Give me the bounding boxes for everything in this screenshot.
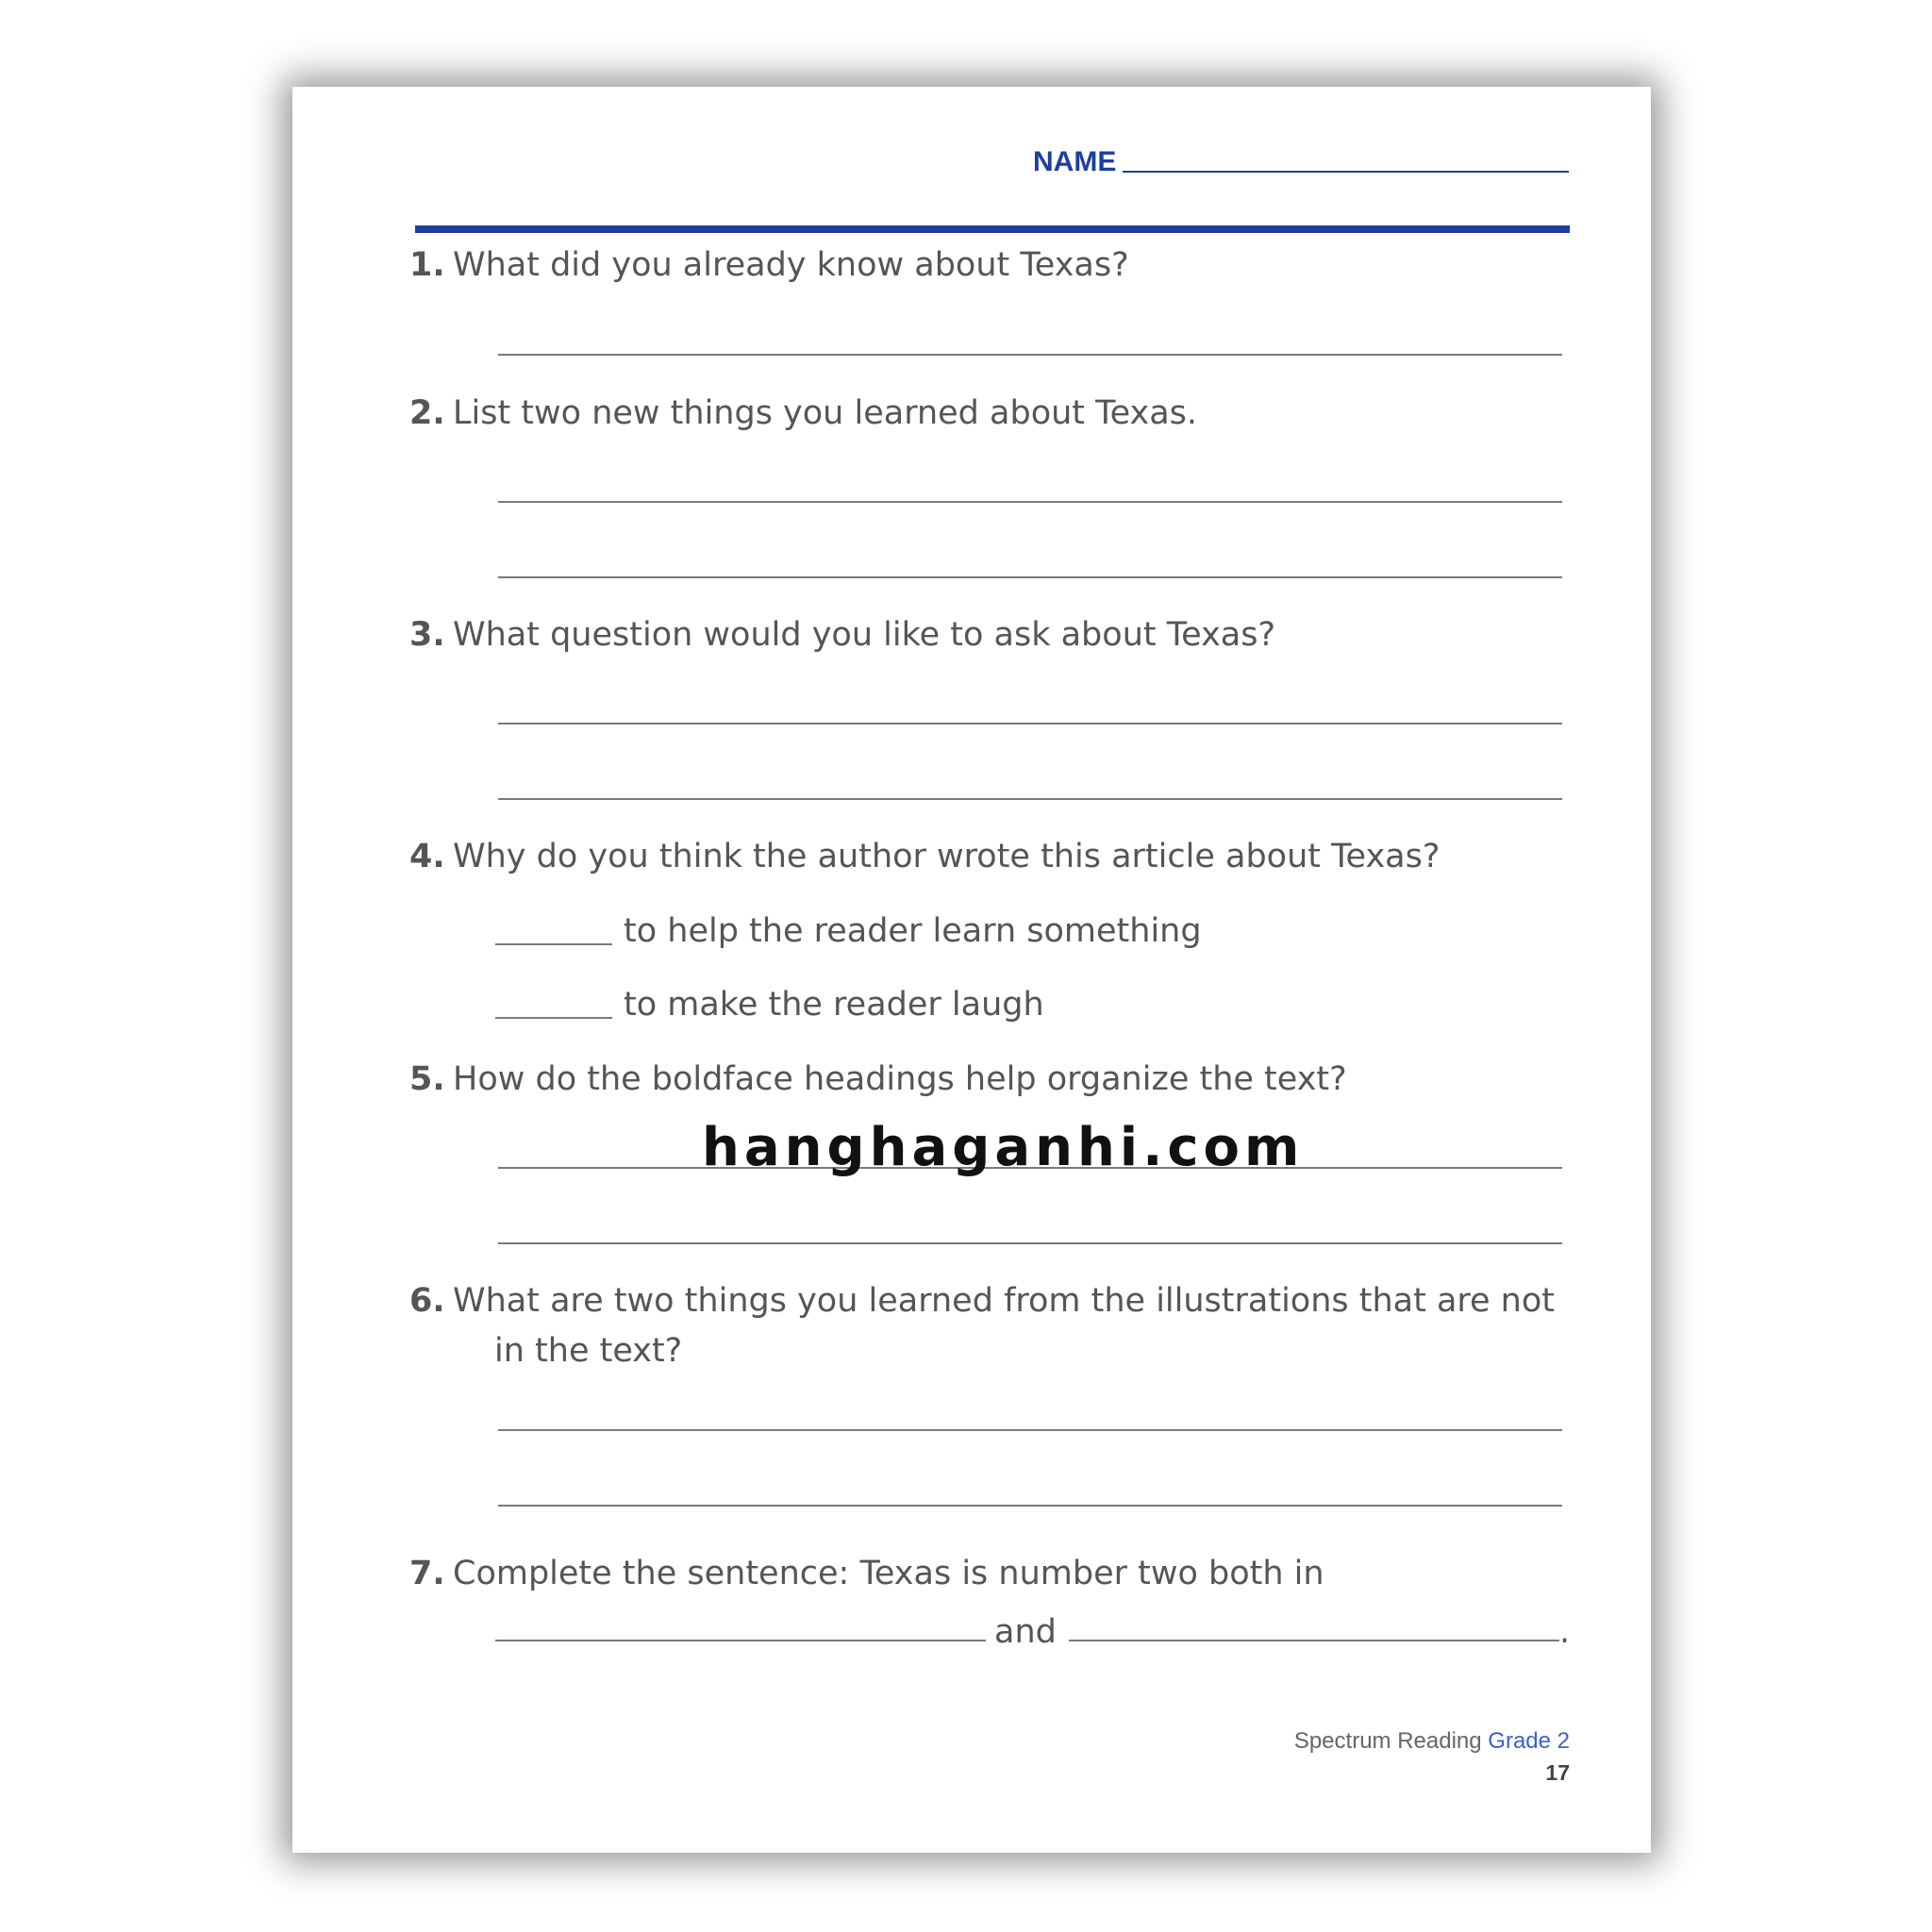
- question-text: What did you already know about Texas?: [453, 246, 1129, 284]
- question-4: [409, 832, 1441, 881]
- question-text: List two new things you learned about Texas.: [453, 394, 1198, 432]
- question-text: How do the boldface headings help organize the text?: [453, 1060, 1347, 1098]
- question-text: Complete the sentence: Texas is number two both in: [453, 1555, 1324, 1592]
- question-text: Why do you think the author wrote this article about Texas?: [453, 838, 1441, 875]
- footer-brand: [1294, 1728, 1570, 1755]
- question-number: 7.: [409, 1555, 445, 1592]
- name-label: NAME: [1033, 146, 1117, 177]
- worksheet-page: [292, 87, 1651, 1853]
- option-row: [495, 907, 1202, 956]
- question-7: [409, 1549, 1324, 1598]
- checkbox-blank[interactable]: [495, 943, 612, 945]
- option-text: to help the reader learn something: [624, 912, 1202, 950]
- watermark: hanghaganhi.com: [702, 1117, 1305, 1178]
- answer-line[interactable]: [498, 501, 1562, 503]
- question-1: [409, 241, 1129, 290]
- question-2: [409, 389, 1198, 438]
- header-divider: [415, 225, 1570, 233]
- page-number: 17: [1545, 1760, 1570, 1785]
- answer-line[interactable]: [498, 723, 1562, 724]
- question-6: [409, 1276, 1556, 1325]
- question-5: [409, 1055, 1347, 1104]
- question-number: 4.: [409, 838, 445, 875]
- answer-line[interactable]: [498, 1242, 1562, 1244]
- checkbox-blank[interactable]: [495, 1017, 612, 1019]
- answer-blank-1[interactable]: [495, 1640, 986, 1641]
- answer-line[interactable]: [498, 798, 1562, 800]
- question-number: 5.: [409, 1060, 445, 1098]
- question-number: 3.: [409, 616, 445, 654]
- question-number: 6.: [409, 1282, 445, 1320]
- option-row: [495, 980, 1044, 1029]
- answer-line[interactable]: [498, 354, 1562, 356]
- option-text: to make the reader laugh: [624, 986, 1044, 1024]
- question-number: 1.: [409, 246, 445, 284]
- end-punctuation: .: [1559, 1613, 1571, 1651]
- question-6-continued: in the text?: [494, 1332, 683, 1370]
- answer-blank-2[interactable]: [1069, 1640, 1559, 1641]
- question-3: [409, 610, 1276, 659]
- answer-line[interactable]: [498, 1429, 1562, 1431]
- name-field-line[interactable]: [1123, 171, 1569, 173]
- footer-grade: Grade 2: [1488, 1728, 1570, 1754]
- question-number: 2.: [409, 394, 445, 432]
- connector-text: and: [994, 1613, 1057, 1651]
- question-text: What are two things you learned from the illustrations that are not: [453, 1282, 1556, 1320]
- footer-brand-name: Spectrum Reading: [1293, 1728, 1482, 1754]
- answer-line[interactable]: [498, 1505, 1562, 1507]
- answer-line[interactable]: [498, 576, 1562, 578]
- question-text: What question would you like to ask about Texas?: [453, 616, 1276, 654]
